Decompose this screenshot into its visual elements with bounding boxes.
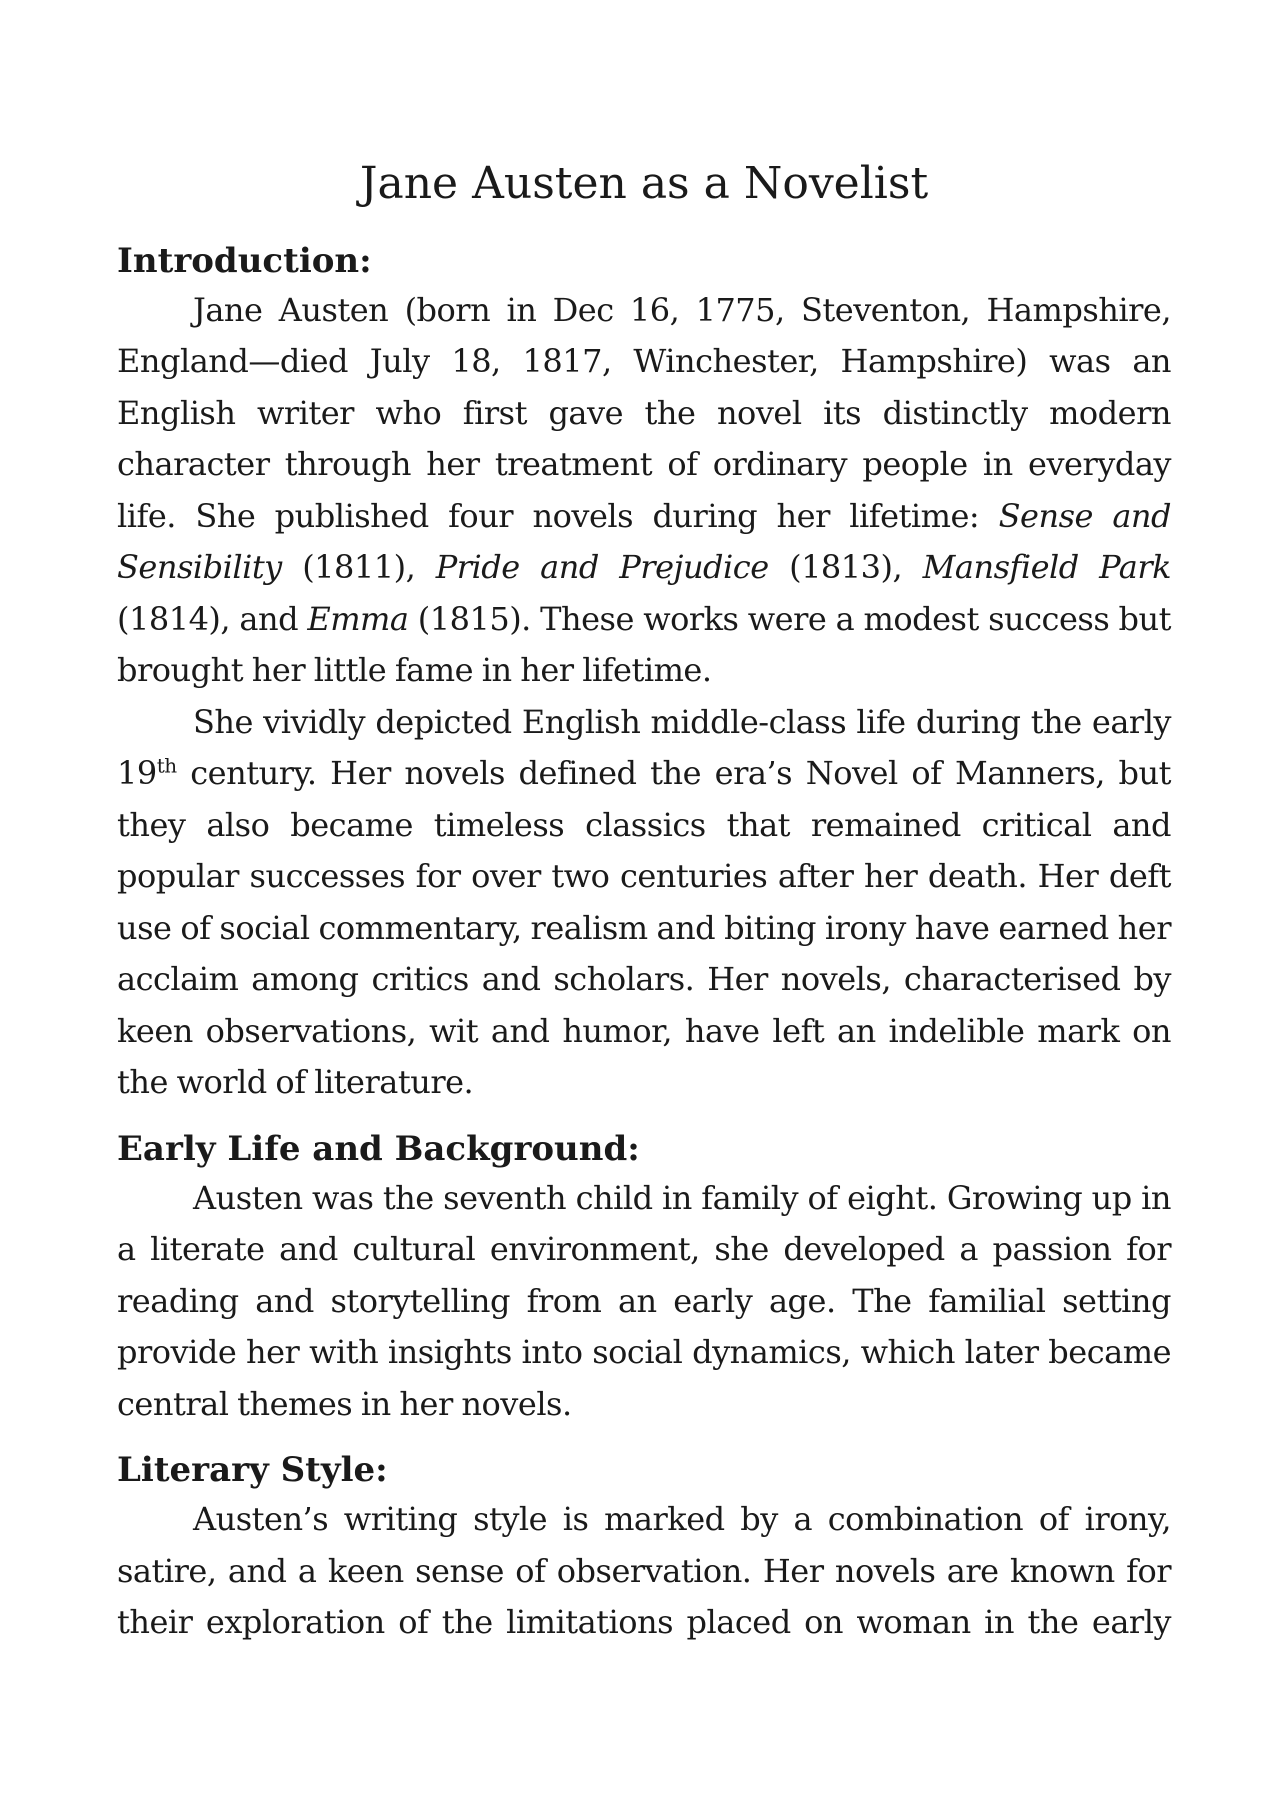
intro-p2-text-1: She vividly depicted English middle-class life during the early 19 bbox=[117, 702, 1171, 793]
intro-p1-text-1: Jane Austen (born in Dec 16, 1775, Steventon, Hampshire, England—died July 18, 1817, Winchester, Hampshire) was an English writer who first gave the novel its distinctly modern character through her treatment of ordinary people in everyday life. She published four novels during her lifetime: bbox=[117, 290, 1171, 535]
introduction-paragraph-1 bbox=[117, 285, 1171, 697]
book-title-pride-and-prejudice: Pride and Prejudice bbox=[435, 548, 769, 587]
introduction-heading: Introduction: bbox=[117, 240, 372, 281]
literary-style-heading: Literary Style: bbox=[117, 1450, 388, 1491]
introduction-paragraph-2 bbox=[117, 697, 1171, 1109]
document-page bbox=[117, 148, 1171, 1649]
book-title-sense-and-sensibility: Sense and Sensibility bbox=[117, 496, 1172, 587]
intro-p1-text-3: (1813), bbox=[768, 548, 923, 587]
early-life-paragraph: Austen was the seventh child in family of eight. Growing up in a literate and cultural environment, she developed a passion for reading and storytelling from an early age. The familial setting provide her with insights into social dynamics, which later became central themes in her novels. bbox=[117, 1178, 1171, 1423]
intro-p1-text-2: (1811), bbox=[281, 548, 436, 587]
book-title-mansfield-park: Mansfield Park bbox=[922, 548, 1172, 587]
intro-p1-text-5: (1815). These works were a modest success but brought her little fame in her lifetime. bbox=[117, 599, 1171, 690]
page-title: Jane Austen as a Novelist bbox=[359, 158, 929, 209]
literary-style-paragraph: Austen’s writing style is marked by a combination of irony, satire, and a keen sense of observation. Her novels are known for their exploration of the limitations placed on woman in the early bbox=[117, 1500, 1171, 1642]
book-title-emma: Emma bbox=[307, 599, 409, 638]
early-life-heading: Early Life and Background: bbox=[117, 1128, 640, 1169]
ordinal-suffix: th bbox=[156, 753, 177, 778]
intro-p2-text-2: century. Her novels defined the era’s Novel of Manners, but they also became timeless classics that remained critical and popular successes for over two centuries after her death. Her deft use of social commentary, realism and biting irony have earned her acclaim among critics and scholars. Her novels, characterised by keen observations, wit and humor, have left an indelible mark on the world of literature. bbox=[117, 754, 1171, 1102]
intro-p1-text-4: (1814), and bbox=[117, 599, 308, 638]
